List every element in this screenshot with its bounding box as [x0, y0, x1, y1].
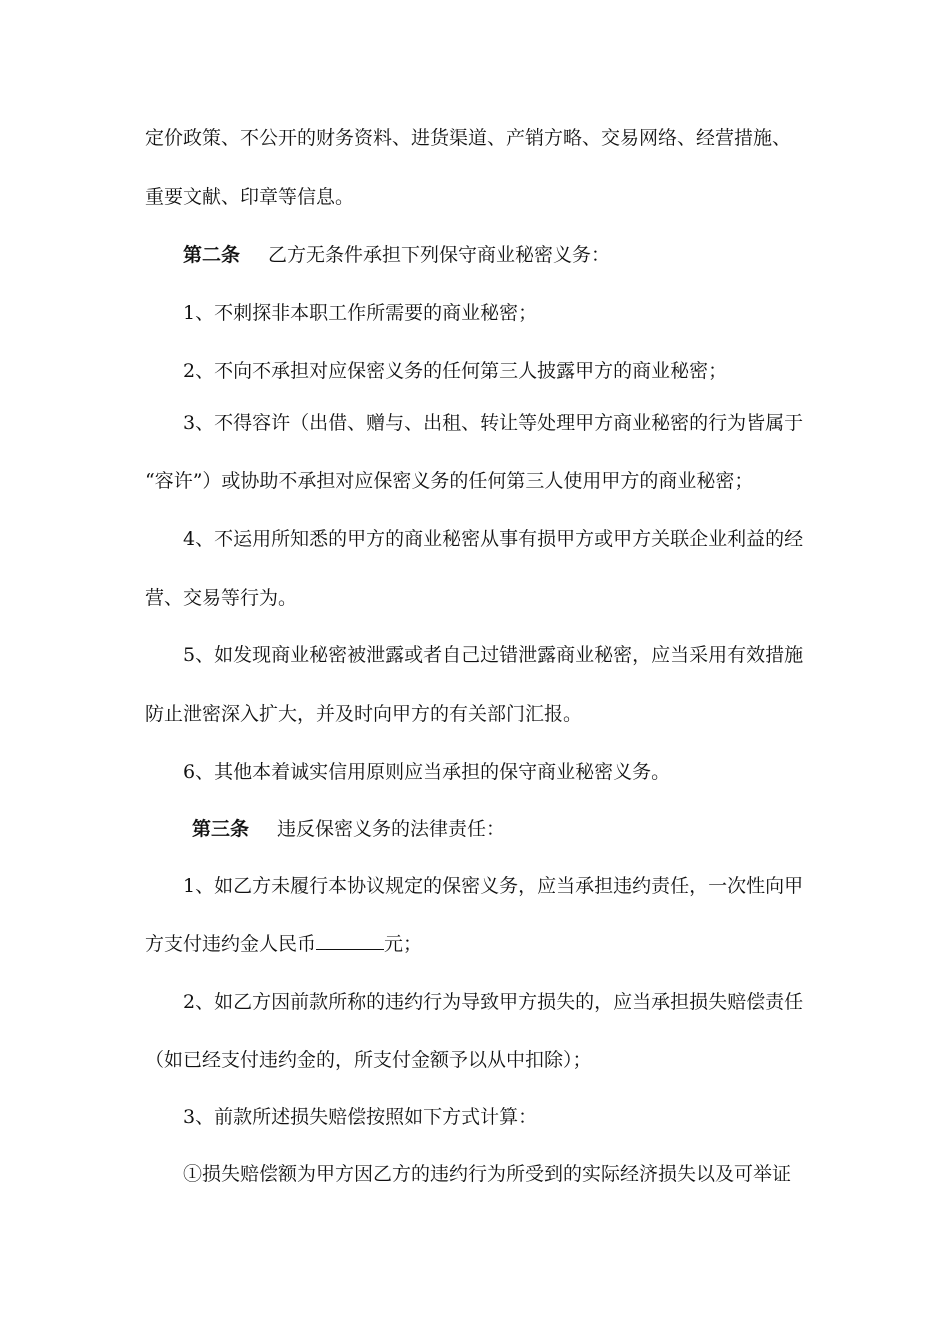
article-3-item-1-line-1: 1、如乙方未履行本协议规定的保密义务，应当承担违约责任，一次性向甲: [183, 875, 804, 897]
article-2-item-5-line-1: 5、如发现商业秘密被泄露或者自己过错泄露商业秘密，应当采用有效措施: [183, 644, 804, 666]
article-2-item-4-line-1: 4、不运用所知悉的甲方的商业秘密从事有损甲方或甲方关联企业利益的经: [183, 528, 804, 550]
article-3-item-3: 3、前款所述损失赔偿按照如下方式计算：: [183, 1106, 538, 1128]
intro-line-2: 重要文献、印章等信息。: [145, 186, 355, 208]
article-3-item-1-text-pre: 方支付违约金人民币: [145, 933, 317, 955]
article-2-item-2: 2、不向不承担对应保密义务的任何第三人披露甲方的商业秘密；: [183, 360, 728, 382]
article-2-item-3-line-1: 3、不得容许（出借、赠与、出租、转让等处理甲方商业秘密的行为皆属于: [183, 412, 804, 434]
penalty-amount-blank: [316, 931, 384, 950]
article-3-heading-line: [192, 816, 815, 842]
article-2-item-6: 6、其他本着诚实信用原则应当承担的保守商业秘密义务。: [183, 761, 671, 783]
article-2-heading: 乙方无条件承担下列保守商业秘密义务：: [268, 244, 611, 266]
intro-line-1: 定价政策、不公开的财务资料、进货渠道、产销方略、交易网络、经营措施、: [145, 127, 792, 149]
article-3-item-2-line-2: （如已经支付违约金的，所支付金额予以从中扣除）；: [145, 1049, 592, 1071]
article-3-item-1-line-2: [145, 931, 815, 957]
article-3-item-1-text-post: 元；: [384, 933, 423, 955]
article-2-item-3-line-2: “容许”）或协助不承担对应保密义务的任何第三人使用甲方的商业秘密；: [145, 470, 754, 492]
article-3-title: 第三条: [192, 818, 250, 840]
article-3-heading: 违反保密义务的法律责任：: [277, 818, 506, 840]
article-2-item-1: 1、不刺探非本职工作所需要的商业秘密；: [183, 302, 538, 324]
article-3-sub-item-1: ①损失赔偿额为甲方因乙方的违约行为所受到的实际经济损失以及可举证: [183, 1163, 792, 1185]
article-2-title: 第二条: [183, 244, 241, 266]
article-3-item-2-line-1: 2、如乙方因前款所称的违约行为导致甲方损失的，应当承担损失赔偿责任: [183, 991, 804, 1013]
article-2-item-4-line-2: 营、交易等行为。: [145, 587, 298, 609]
article-2-heading-line: [183, 242, 815, 268]
article-2-item-5-line-2: 防止泄密深入扩大，并及时向甲方的有关部门汇报。: [145, 703, 583, 725]
